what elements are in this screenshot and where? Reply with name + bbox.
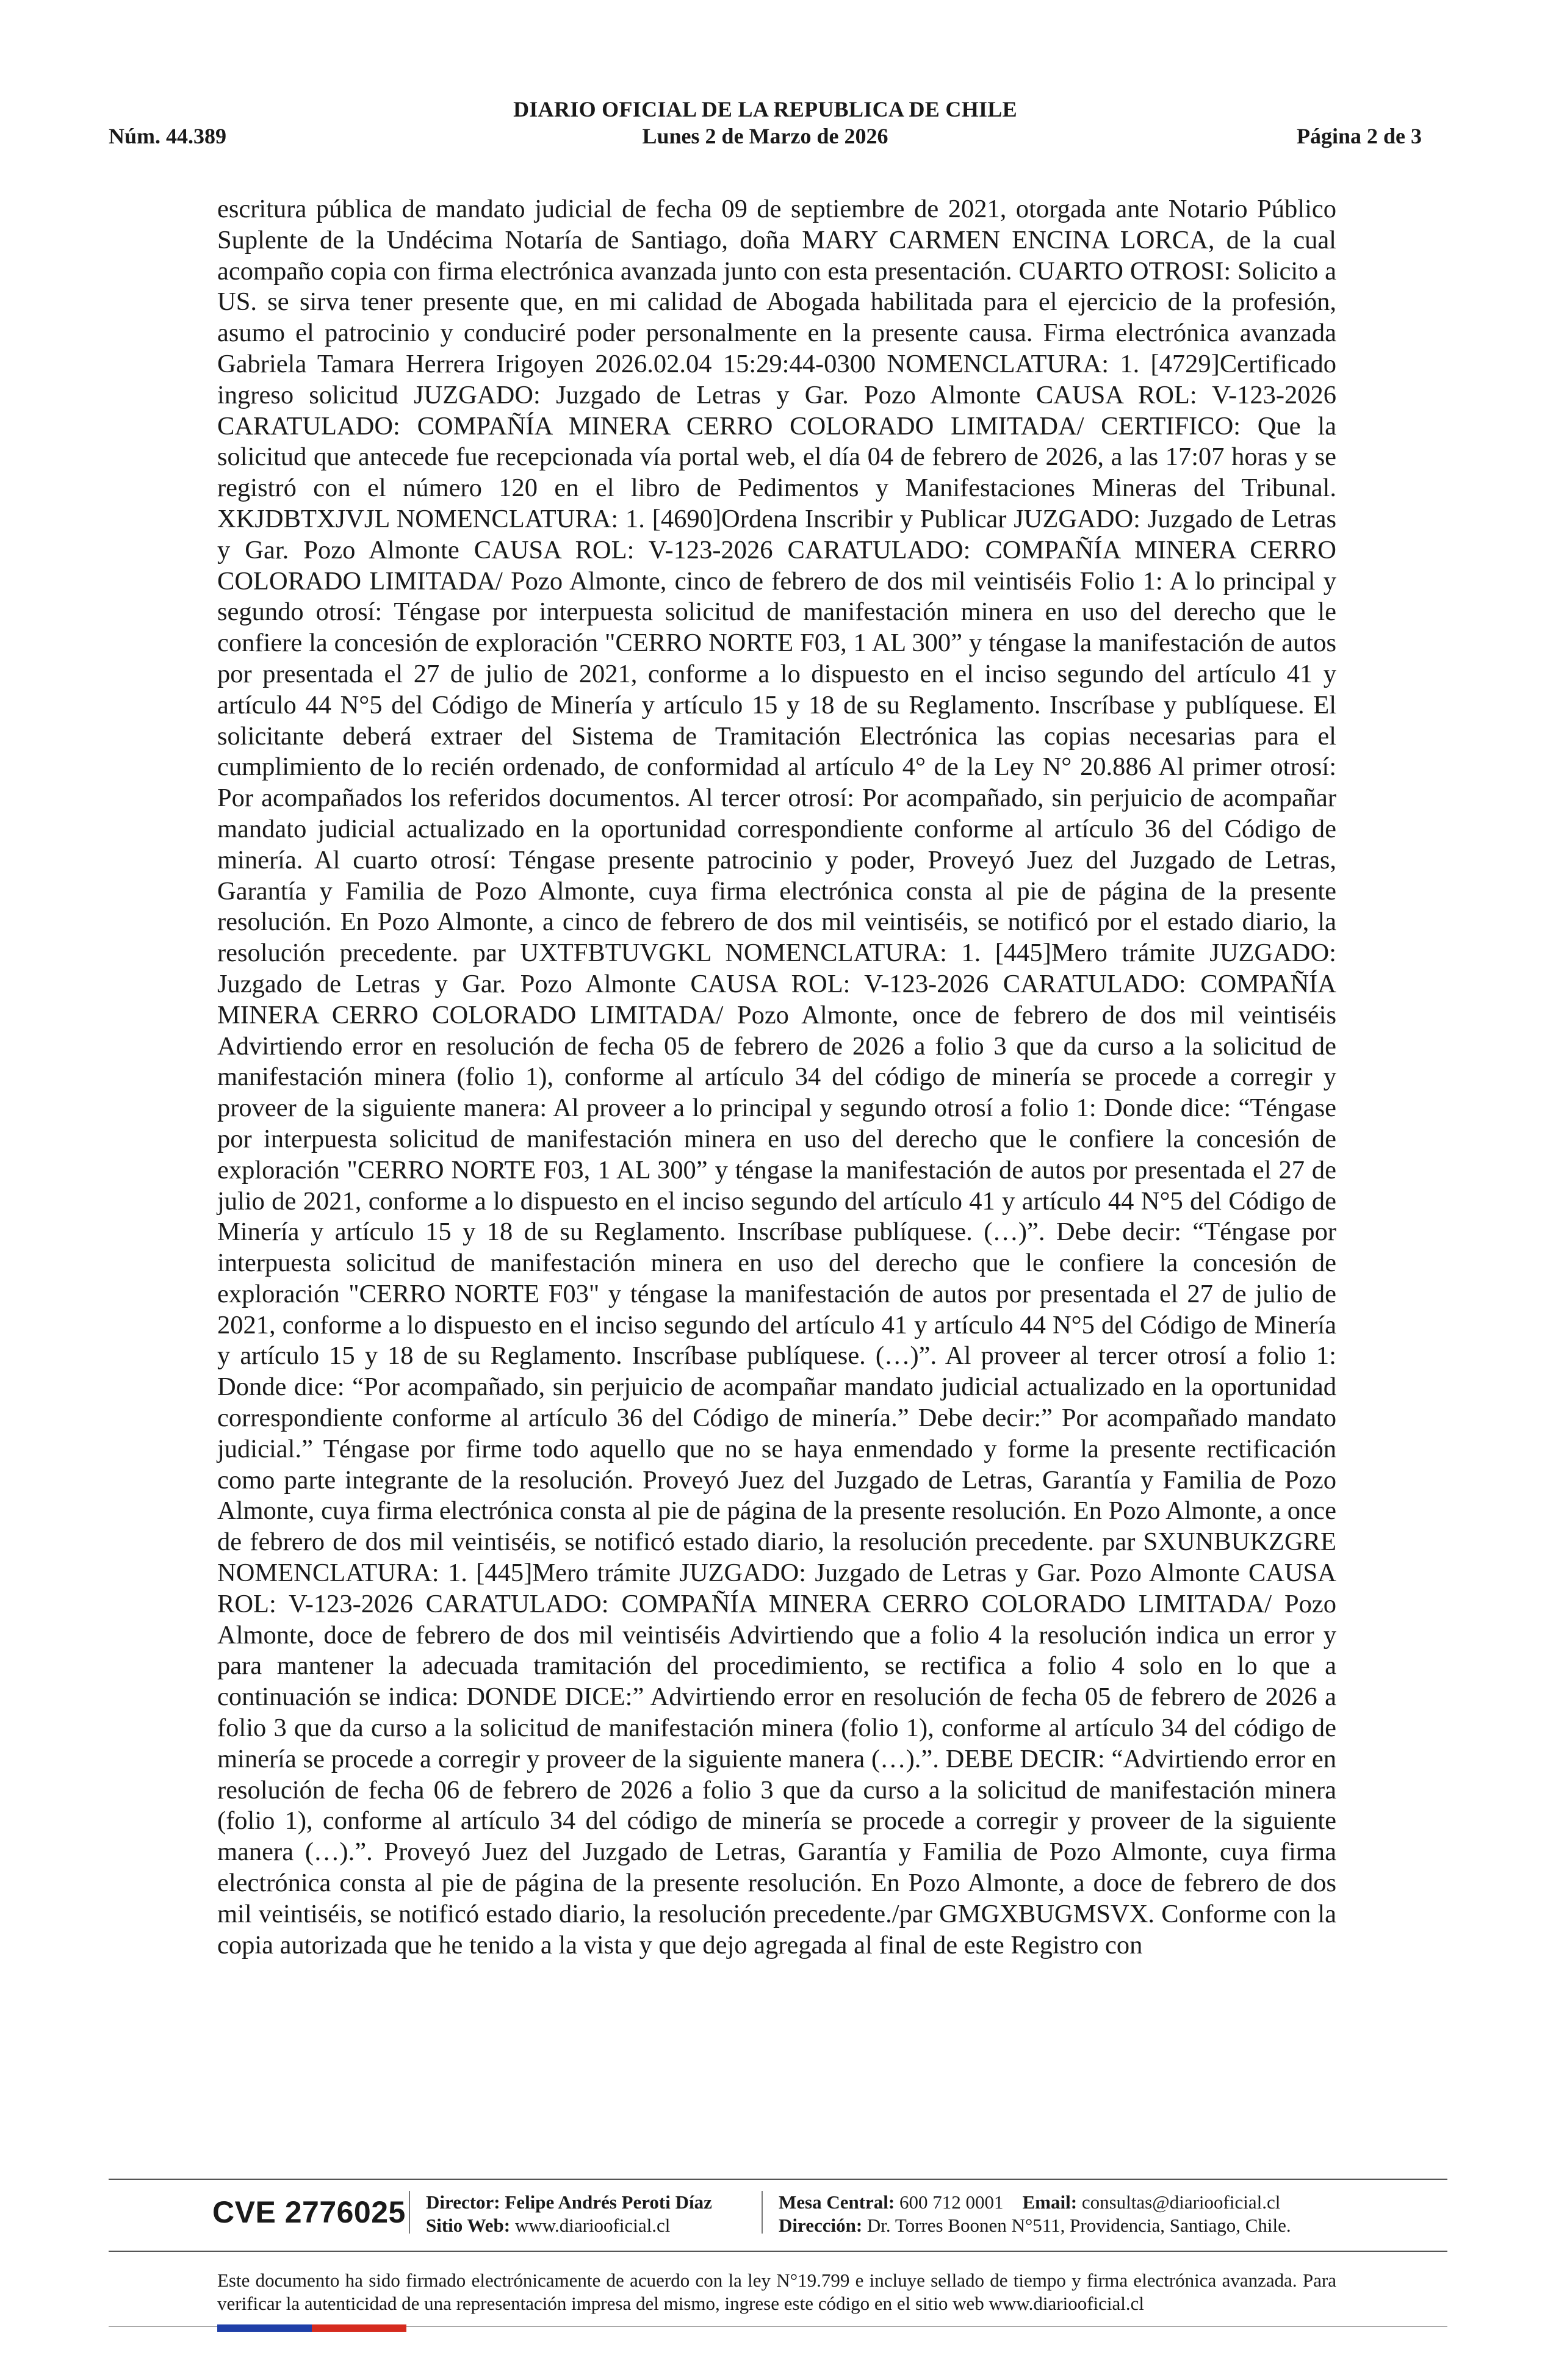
footer-separator (762, 2191, 763, 2234)
footer-info (109, 2187, 1447, 2236)
footer-director-column (426, 2191, 712, 2237)
footer-divider-top (109, 2179, 1447, 2180)
email-link[interactable]: consultas@diariooficial.cl (1081, 2191, 1281, 2213)
flag-blue-segment (217, 2324, 312, 2332)
site-label: Sitio Web: (426, 2215, 511, 2236)
page-header (109, 92, 1422, 153)
issue-number: Núm. 44.389 (109, 124, 227, 148)
page-indicator: Página 2 de 3 (1296, 124, 1422, 148)
body-paragraph: escritura pública de mandato judicial de fecha 09 de septiembre de 2021, otorgada ante Notario Público Suplente de la Undécima Notaría de Santiago, doña MARY CARMEN ENCINA LORCA, de la cual acompaño copia con firma electrónica avanzada junto con esta presentación. CUARTO OTROSI: Solicito a US. se sirva tener presente que, en mi calidad de Abogada habilitada para el ejercicio de la profesión, asumo el patrocinio y conduciré poder personalmente en la presente causa. Firma electrónica avanzada Gabriela Tamara Herrera Irigoyen 2026.02.04 15:29:44-0300 NOMENCLATURA: 1. [4729]Certificado ingreso solicitud JUZGADO: Juzgado de Letras y Gar. Pozo Almonte CAUSA ROL: V-123-2026 CARATULADO: COMPAÑÍA MINERA CERRO COLORADO LIMITADA/ CERTIFICO: Que la solicitud que antecede fue recepcionada vía portal web, el día 04 de febrero de 2026, a las 17:07 horas y se registró con el número 120 en el libro de Pedimentos y Manifestaciones Mineras del Tribunal. XKJDBTXJVJL NOMENCLATURA: 1. [4690]Ordena Inscribir y Publicar JUZGADO: Juzgado de Letras y Gar. Pozo Almonte CAUSA ROL: V-123-2026 CARATULADO: COMPAÑÍA MINERA CERRO COLORADO LIMITADA/ Pozo Almonte, cinco de febrero de dos mil veintiséis Folio 1: A lo principal y segundo otrosí: Téngase por interpuesta solicitud de manifestación minera en uso del derecho que le confiere la concesión de exploración "CERRO NORTE F03, 1 AL 300” y téngase la manifestación de autos por presentada el 27 de julio de 2021, conforme a lo dispuesto en el inciso segundo del artículo 41 y artículo 44 N°5 del Código de Minería y artículo 15 y 18 de su Reglamento. Inscríbase y publíquese. El solicitante deberá extraer del Sistema de Tramitación Electrónica las copias necesarias para el cumplimiento de lo recién ordenado, de conformidad al artículo 4° de la Ley N° 20.886 Al primer otrosí: Por acompañados los referidos documentos. Al tercer otrosí: Por acompañado, sin perjuicio de acompañar mandato judicial actualizado en la oportunidad correspondiente conforme al artículo 36 del Código de minería. Al cuarto otrosí: Téngase presente patrocinio y poder, Proveyó Juez del Juzgado de Letras, Garantía y Familia de Pozo Almonte, cuya firma electrónica consta al pie de página de la presente resolución. En Pozo Almonte, a cinco de febrero de dos mil veintiséis, se notificó por el estado diario, la resolución precedente. par UXTFBTUVGKL NOMENCLATURA: 1. [445]Mero trámite JUZGADO: Juzgado de Letras y Gar. Pozo Almonte CAUSA ROL: V-123-2026 CARATULADO: COMPAÑÍA MINERA CERRO COLORADO LIMITADA/ Pozo Almonte, once de febrero de dos mil veintiséis Advirtiendo error en resolución de fecha 05 de febrero de 2026 a folio 3 que da curso a la solicitud de manifestación minera (folio 1), conforme al artículo 34 del código de minería se procede a corregir y proveer de la siguiente manera: Al proveer a lo principal y segundo otrosí a folio 1: Donde dice: “Téngase por interpuesta solicitud de manifestación minera en uso del derecho que le confiere la concesión de exploración "CERRO NORTE F03, 1 AL 300” y téngase la manifestación de autos por presentada el 27 de julio de 2021, conforme a lo dispuesto en el inciso segundo del artículo 41 y artículo 44 N°5 del Código de Minería y artículo 15 y 18 de su Reglamento. Inscríbase publíquese. (…)”. Debe decir: “Téngase por interpuesta solicitud de manifestación minera en uso del derecho que le confiere la concesión de exploración "CERRO NORTE F03" y téngase la manifestación de autos por presentada el 27 de julio de 2021, conforme a lo dispuesto en el inciso segundo del artículo 41 y artículo 44 N°5 del Código de Minería y artículo 15 y 18 de su Reglamento. Inscríbase publíquese. (…)”. Al proveer al tercer otrosí a folio 1: Donde dice: “Por acompañado, sin perjuicio de acompañar mandato judicial actualizado en la oportunidad correspondiente conforme al artículo 36 del Código de minería.” Debe decir:” Por acompañado mandato judicial.” Téngase por firme todo aquello que no se haya enmendado y forme la presente rectificación como parte integrante de la resolución. Proveyó Juez del Juzgado de Letras, Garantía y Familia de Pozo Almonte, cuya firma electrónica consta al pie de página de la presente resolución. En Pozo Almonte, a once de febrero de dos mil veintiséis, se notificó estado diario, la resolución precedente. par SXUNBUKZGRE NOMENCLATURA: 1. [445]Mero trámite JUZGADO: Juzgado de Letras y Gar. Pozo Almonte CAUSA ROL: V-123-2026 CARATULADO: COMPAÑÍA MINERA CERRO COLORADO LIMITADA/ Pozo Almonte, doce de febrero de dos mil veintiséis Advirtiendo que a folio 4 la resolución indica un error y para mantener la adecuada tramitación del procedimiento, se rectifica a folio 4 solo en lo que a continuación se indica: DONDE DICE:” Advirtiendo error en resolución de fecha 05 de febrero de 2026 a folio 3 que da curso a la solicitud de manifestación minera (folio 1), conforme al artículo 34 del código de minería se procede a corregir y proveer de la siguiente manera (…).”. DEBE DECIR: “Advirtiendo error en resolución de fecha 06 de febrero de 2026 a folio 3 que da curso a la solicitud de manifestación minera (folio 1), conforme al artículo 34 del código de minería se procede a corregir y proveer de la siguiente manera (…).”. Proveyó Juez del Juzgado de Letras, Garantía y Familia de Pozo Almonte, cuya firma electrónica consta al pie de página de la presente resolución. En Pozo Almonte, a doce de febrero de dos mil veintiséis, se notificó estado diario, la resolución precedente./par GMGXBUGMSVX. Conforme con la copia autorizada que he tenido a la vista y que dejo agregada al final de este Registro con (217, 195, 1336, 1960)
footer-separator (409, 2191, 410, 2234)
flag-red-segment (312, 2324, 406, 2332)
address-value: Dr. Torres Boonen N°511, Providencia, Santiago, Chile. (866, 2215, 1291, 2236)
newspaper-title: DIARIO OFICIAL DE LA REPUBLICA DE CHILE (513, 97, 1017, 121)
site-link[interactable]: www.diariooficial.cl (514, 2215, 671, 2236)
address-label: Dirección: (779, 2215, 863, 2236)
legal-notice: Este documento ha sido firmado electrónicamente de acuerdo con la ley N°19.799 e incluye sellado de tiempo y firma electrónica avanzada. Para verificar la autenticidad de una representación impresa del mismo, ingrese este código en el sitio web www.diariooficial.cl (217, 2270, 1336, 2314)
director-name: Felipe Andrés Peroti Díaz (505, 2191, 712, 2213)
footer-contact-column (779, 2191, 1291, 2237)
email-label: Email: (1022, 2191, 1078, 2213)
director-label: Director: (426, 2191, 500, 2213)
footer-divider-bottom (109, 2251, 1447, 2252)
issue-date: Lunes 2 de Marzo de 2026 (642, 124, 888, 148)
chile-flag-bar (217, 2324, 406, 2332)
phone-value: 600 712 0001 (899, 2191, 1004, 2213)
cve-code: CVE 2776025 (212, 2195, 406, 2229)
phone-label: Mesa Central: (779, 2191, 895, 2213)
